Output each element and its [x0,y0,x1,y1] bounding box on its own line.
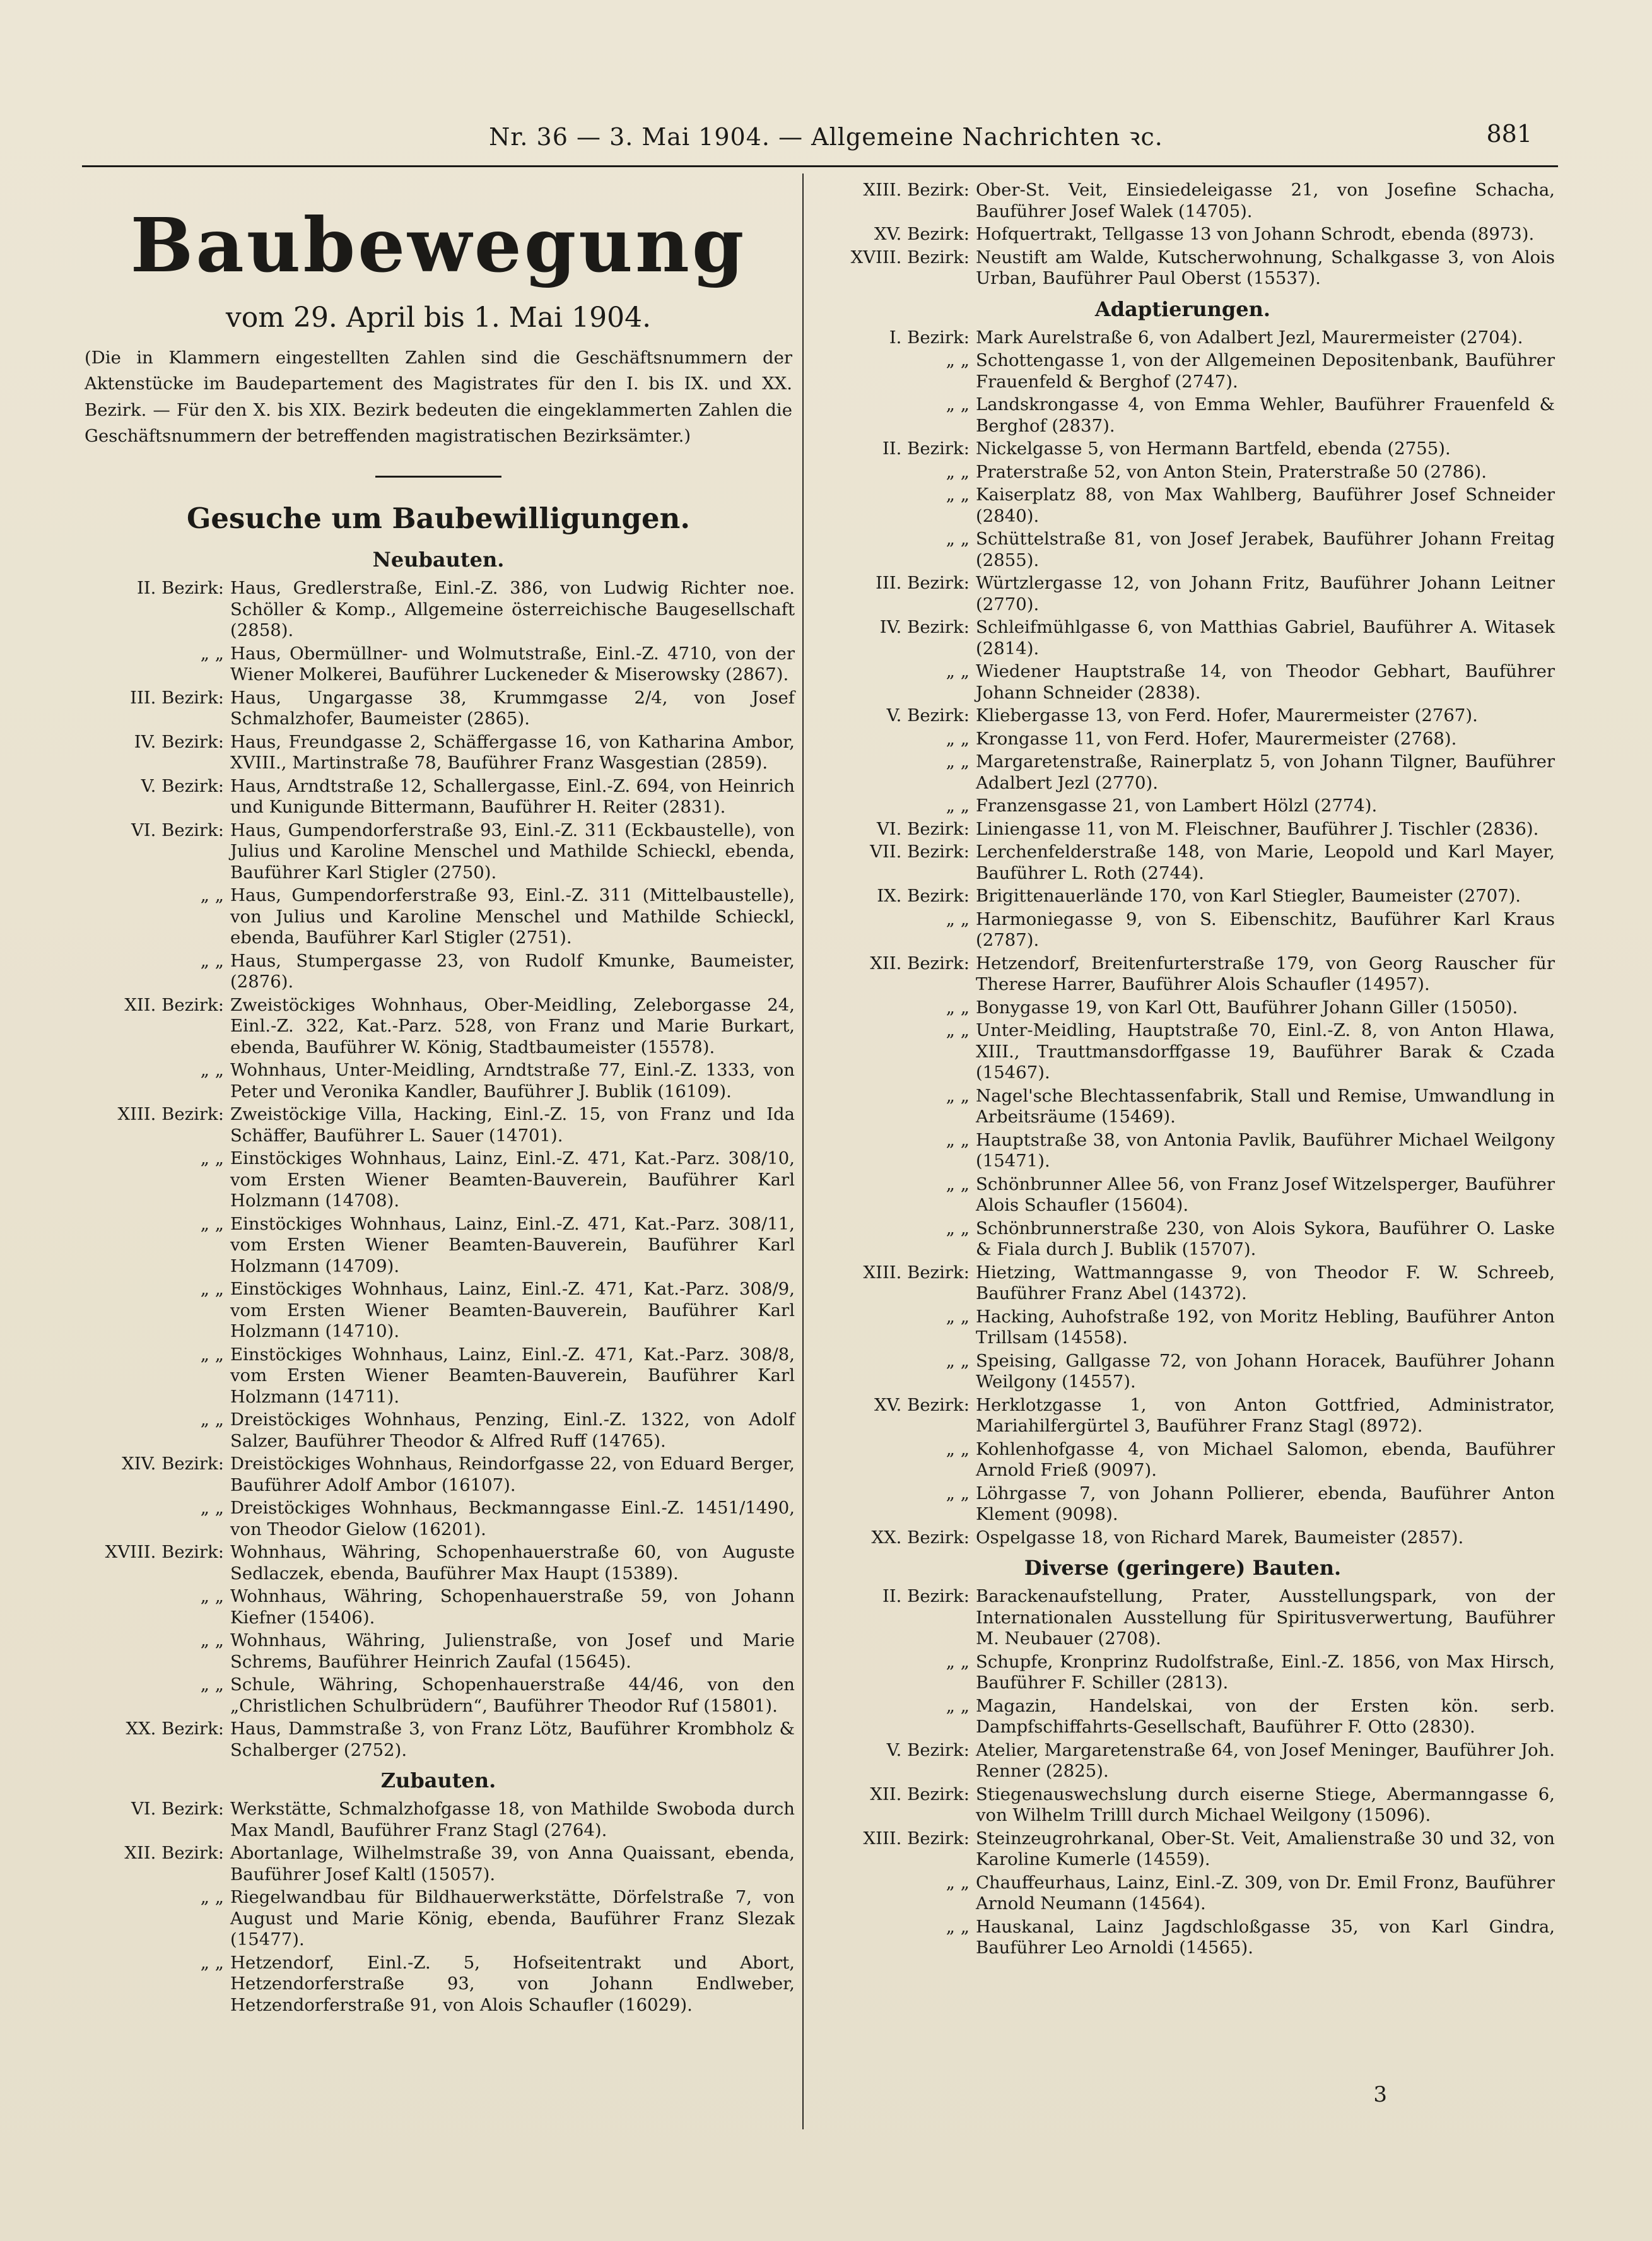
permit-entry [82,885,795,949]
entry-text: Liniengasse 11, von M. Fleischner, Bauführer J. Tischler (2836). [976,818,1539,839]
running-header: Nr. 36 — 3. Mai 1904. — Allgemeine Nachrichten ꝛc. [489,123,1163,151]
permit-entry [811,1307,1555,1349]
permit-entry [82,1586,795,1628]
district-label: „ „ [946,1020,970,1040]
entry-text: Franzensgasse 21, von Lambert Hölzl (2774). [976,796,1378,816]
permit-entry [811,1439,1555,1481]
left-column [82,180,795,2018]
entry-text: Wohnhaus, Unter-Meidling, Arndtstraße 77, Einl.-Z. 1333, von Peter und Veronika Kandler, Bauführer J. Bublik (16109). [230,1060,795,1102]
permit-entry [811,485,1555,527]
district-label: „ „ [200,885,224,905]
entry-text: Kohlenhofgasse 4, von Michael Salomon, ebenda, Bauführer Arnold Frieß (9097). [976,1438,1555,1480]
permit-entry [811,1086,1555,1128]
entry-text: Haus, Arndtstraße 12, Schallergasse, Einl.-Z. 694, von Heinrich und Kunigunde Bittermann, Bauführer H. Reiter (2831). [230,775,795,817]
district-label: „ „ [946,728,970,749]
entry-text: Hauptstraße 38, von Antonia Pavlik, Bauführer Michael Weilgony (15471). [976,1129,1555,1171]
entry-text: Unter-Meidling, Hauptstraße 70, Einl.-Z. 8, von Anton Hlawa, XIII., Trauttmansdorffgasse 19, Bauführer Barak & Czada (15467). [976,1020,1555,1083]
district-label: „ „ [946,1306,970,1327]
subsection-heading: Adaptierungen. [1094,297,1271,321]
entry-text: Werkstätte, Schmalzhofgasse 18, von Mathilde Swoboda durch Max Mandl, Bauführer Franz Stagl (2764). [230,1799,795,1840]
entry-text: Bonygasse 19, von Karl Ott, Bauführer Johann Giller (15050). [976,997,1518,1018]
entry-text: Ospelgasse 18, von Richard Marek, Baumeister (2857). [976,1527,1464,1548]
district-label: „ „ [946,661,970,681]
permit-entry [811,1586,1555,1650]
entry-text: Würtzlergasse 12, von Johann Fritz, Bauführer Johann Leitner (2770). [976,573,1555,615]
district-label: „ „ [946,1695,970,1716]
entry-text: Wiedener Hauptstraße 14, von Theodor Gebhart, Bauführer Johann Schneider (2838). [976,661,1555,703]
district-label: „ „ [946,1218,970,1238]
entry-text: Neustift am Walde, Kutscherwohnung, Schalkgasse 3, von Alois Urban, Bauführer Paul Oberst (15537). [976,247,1555,288]
entry-text: Einstöckiges Wohnhaus, Lainz, Einl.-Z. 471, Kat.-Parz. 308/8, vom Ersten Wiener Beamten-Bauverein, Bauführer Karl Holzmann (14711). [230,1344,795,1407]
district-label: XII. Bezirk: [870,953,970,973]
entry-text: Haus, Obermüllner- und Wolmutstraße, Einl.-Z. 4710, von der Wiener Molkerei, Bauführer Luckeneder & Miserowsky (2867). [230,643,795,685]
district-label: „ „ [200,1060,224,1080]
permit-entry [811,661,1555,703]
permit-entry [811,529,1555,571]
entry-text: Stiegenauswechslung durch eiserne Stiege, Abermanngasse 6, von Wilhelm Trilll durch Michael Weilgony (15096). [976,1784,1555,1825]
district-label: I. Bezirk: [889,327,970,348]
entry-text: Einstöckiges Wohnhaus, Lainz, Einl.-Z. 471, Kat.-Parz. 308/11, vom Ersten Wiener Beamten-Bauverein, Bauführer Karl Holzmann (14709). [230,1213,795,1276]
district-label: XII. Bezirk: [124,994,224,1015]
entry-text: Abortanlage, Wilhelmstraße 39, von Anna Quaissant, ebenda, Bauführer Josef Kaltl (15057). [230,1843,795,1885]
entry-text: Lerchenfelderstraße 148, von Marie, Leopold und Karl Mayer, Bauführer L. Roth (2744). [976,842,1555,883]
entry-text: Haus, Ungargasse 38, Krummgasse 2/4, von Josef Schmalzhofer, Baumeister (2865). [230,687,795,729]
entry-text: Haus, Gredlerstraße, Einl.-Z. 386, von Ludwig Richter noe. Schöller & Komp., Allgemeine österreichische Baugesellschaft (2858). [230,578,795,640]
permit-entry [811,1696,1555,1738]
permit-entry [811,462,1555,483]
permit-entry [811,573,1555,615]
page-number: 881 [1486,120,1532,148]
entry-text: Schupfe, Kronprinz Rudolfstraße, Einl.-Z. 1856, von Max Hirsch, Bauführer F. Schiller (2813). [976,1651,1555,1693]
permit-entry [811,997,1555,1019]
district-label: „ „ [200,1498,224,1518]
district-label: III. Bezirk: [130,687,224,708]
permit-entry [811,909,1555,951]
permit-entry [82,776,795,818]
permit-entry [811,1828,1555,1871]
district-label: „ „ [946,1173,970,1194]
permit-entry [82,1060,795,1102]
entry-text: Schottengasse 1, von der Allgemeinen Depositenbank, Bauführer Frauenfeld & Berghof (2747). [976,350,1555,392]
permit-entry [811,1652,1555,1694]
permit-entry [82,1953,795,2016]
entry-text: Wohnhaus, Währing, Schopenhauerstraße 59, von Johann Kiefner (15406). [230,1586,795,1628]
district-label: VI. Bezirk: [876,818,970,839]
entry-text: Einstöckiges Wohnhaus, Lainz, Einl.-Z. 471, Kat.-Parz. 308/9, vom Ersten Wiener Beamten-Bauverein, Bauführer Karl Holzmann (14710). [230,1279,795,1341]
entry-text: Riegelwandbau für Bildhauerwerkstätte, Dörfelstraße 7, von August und Marie König, ebenda, Bauführer Franz Slezak (15477). [230,1887,795,1950]
permit-entry [811,180,1555,222]
permit-entry [811,1917,1555,1959]
permit-entry [811,1740,1555,1782]
permit-entry [82,1843,795,1885]
district-label: VI. Bezirk: [131,820,224,840]
entry-text: Hietzing, Wattmanngasse 9, von Theodor F. W. Schreeb, Bauführer Franz Abel (14372). [976,1262,1555,1303]
entry-text: Kaiserplatz 88, von Max Wahlberg, Bauführer Josef Schneider (2840). [976,485,1555,526]
section-rule [375,476,501,478]
district-label: „ „ [200,643,224,664]
district-label: „ „ [200,1674,224,1695]
entry-text: Wohnhaus, Währing, Schopenhauerstraße 60, von Auguste Sedlaczek, ebenda, Bauführer Max Haupt (15389). [230,1542,795,1584]
district-label: II. Bezirk: [882,1586,970,1606]
permit-entry [811,224,1555,245]
district-label: II. Bezirk: [136,578,224,598]
entry-text: Brigittenauerlände 170, von Karl Stiegler, Baumeister (2707). [976,886,1521,906]
entry-text: Ober-St. Veit, Einsiedeleigasse 21, von Josefine Schacha, Bauführer Josef Walek (14705). [976,180,1555,221]
permit-entry [82,820,795,884]
district-label: IV. Bezirk: [134,731,224,752]
entry-text: Praterstraße 52, von Anton Stein, Praterstraße 50 (2786). [976,461,1487,482]
entry-text: Margaretenstraße, Rainerplatz 5, von Johann Tilgner, Bauführer Adalbert Jezl (2770). [976,751,1555,793]
permit-entry [811,1483,1555,1526]
permit-entry [811,819,1555,840]
permit-entry [82,1344,795,1408]
district-label: „ „ [200,1630,224,1650]
entry-text: Löhrgasse 7, von Johann Pollierer, ebenda, Bauführer Anton Klement (9098). [976,1483,1555,1524]
permit-entry [811,350,1555,392]
date-line: vom 29. April bis 1. Mai 1904. [225,302,652,334]
permit-entry [811,327,1555,349]
district-label: VII. Bezirk: [870,842,970,862]
district-label: XIII. Bezirk: [117,1104,224,1124]
permit-entry [811,1351,1555,1393]
district-label: XX. Bezirk: [871,1527,970,1548]
entry-text: Zweistöckiges Wohnhaus, Ober-Meidling, Zeleborgasse 24, Einl.-Z. 322, Kat.-Parz. 528, von Franz und Marie Burkart, ebenda, Bauführer W. König, Stadtbaumeister (15578). [230,994,795,1057]
district-label: IX. Bezirk: [877,886,970,906]
district-label: „ „ [946,1085,970,1106]
permit-entry [82,1630,795,1673]
permit-entry [811,617,1555,659]
entry-text: Hetzendorf, Breitenfurterstraße 179, von Georg Rauscher für Therese Harrer, Bauführer Alois Schaufler (14957). [976,953,1555,994]
permit-entry [811,1130,1555,1172]
permit-entry [811,1527,1555,1549]
district-label: V. Bezirk: [886,705,970,726]
permit-entry [811,1395,1555,1437]
entry-text: Mark Aurelstraße 6, von Adalbert Jezl, Maurermeister (2704). [976,327,1523,348]
permit-entry [82,1104,795,1146]
subsection-heading: Diverse (geringere) Bauten. [1024,1556,1342,1580]
permit-entry [811,705,1555,727]
section-heading: Gesuche um Baubewilligungen. [186,502,691,535]
district-label: „ „ [946,394,970,415]
district-label: XX. Bezirk: [126,1719,224,1739]
district-label: „ „ [200,1887,224,1907]
entry-text: Haus, Gumpendorferstraße 93, Einl.-Z. 311 (Eckbaustelle), von Julius und Karoline Menschel und Mathilde Schieckl, ebenda, Bauführer Karl Stigler (2750). [230,820,795,883]
entry-text: Speising, Gallgasse 72, von Johann Horacek, Bauführer Johann Weilgony (14557). [976,1350,1555,1392]
column-divider [802,174,804,2129]
district-label: XII. Bezirk: [124,1843,224,1863]
entry-text: Atelier, Margaretenstraße 64, von Josef Meninger, Bauführer Joh. Renner (2825). [976,1739,1555,1781]
district-label: „ „ [946,350,970,370]
entry-text: Schönbrunnerstraße 230, von Alois Sykora, Bauführer O. Laske & Fiala durch J. Bublik (15707). [976,1218,1555,1259]
permit-entry [811,729,1555,750]
entry-text: Dreistöckiges Wohnhaus, Reindorfgasse 22, von Eduard Berger, Bauführer Adolf Ambor (16107). [230,1454,795,1495]
entry-text: Krongasse 11, von Ferd. Hofer, Maurermeister (2768). [976,728,1457,749]
district-label: „ „ [200,1586,224,1606]
subsection-heading: Zubauten. [380,1768,496,1792]
permit-entry [811,842,1555,884]
header-rule [82,165,1558,167]
district-label: „ „ [946,1350,970,1371]
permit-entry [811,1218,1555,1261]
entry-text: Schleifmühlgasse 6, von Matthias Gabriel, Bauführer A. Witasek (2814). [976,617,1555,659]
permit-entry [811,953,1555,996]
district-label: XIII. Bezirk: [863,1828,970,1849]
district-label: „ „ [946,1129,970,1150]
district-label: „ „ [946,529,970,549]
permit-entry [82,644,795,686]
district-label: „ „ [946,997,970,1018]
district-label: XII. Bezirk: [870,1784,970,1804]
district-label: „ „ [946,461,970,482]
editorial-note: (Die in Klammern eingestellten Zahlen sind die Geschäftsnummern der Aktenstücke im Baudepartement des Magistrates für den I. bis IX. und XX. Bezirk. — Für den X. bis XIX. Bezirk bedeuten die eingeklammerten Zahlen die Geschäftsnummern der betreffenden magistratischen Bezirksämter.) [85,348,792,446]
district-label: „ „ [946,751,970,772]
permit-entry [82,1279,795,1343]
subsection-heading: Neubauten. [372,548,505,572]
district-label: „ „ [200,1344,224,1365]
permit-entry [82,1799,795,1841]
district-label: „ „ [946,1916,970,1937]
entry-text: Herklotzgasse 1, von Anton Gottfried, Administrator, Mariahilfergürtel 3, Bauführer Franz Stagl (8972). [976,1394,1555,1436]
entry-text: Harmoniegasse 9, von S. Eibenschitz, Bauführer Karl Kraus (2787). [976,909,1555,950]
permit-entry [811,751,1555,794]
permit-entry [811,247,1555,290]
entry-text: Haus, Dammstraße 3, von Franz Lötz, Bauführer Krombholz & Schalberger (2752). [230,1719,795,1760]
entry-text: Nagel'sche Blechtassenfabrik, Stall und Remise, Umwandlung in Arbeitsräume (15469). [976,1085,1555,1127]
permit-entry [82,1409,795,1452]
permit-entry [811,1784,1555,1826]
entry-text: Haus, Gumpendorferstraße 93, Einl.-Z. 311 (Mittelbaustelle), von Julius und Karoline Menschel und Mathilde Schieckl, ebenda, Bauführer Karl Stigler (2751). [230,885,795,948]
permit-entry [82,1148,795,1212]
permit-entry [811,394,1555,437]
district-label: IV. Bezirk: [879,617,970,637]
entry-text: Hauskanal, Lainz Jagdschloßgasse 35, von Karl Gindra, Bauführer Leo Arnoldi (14565). [976,1916,1555,1958]
district-label: XIII. Bezirk: [863,180,970,200]
district-label: XVIII. Bezirk: [850,247,970,268]
entry-text: Dreistöckiges Wohnhaus, Penzing, Einl.-Z. 1322, von Adolf Salzer, Bauführer Theodor & Alfred Ruff (14765). [230,1409,795,1451]
district-label: XIV. Bezirk: [122,1454,224,1474]
permit-entry [82,1454,795,1496]
permit-entry [82,1498,795,1540]
entry-text: Landskrongasse 4, von Emma Wehler, Bauführer Frauenfeld & Berghof (2837). [976,394,1555,436]
permit-entry [82,1719,795,1761]
permit-entry [811,1262,1555,1305]
entry-text: Schüttelstraße 81, von Josef Jerabek, Bauführer Johann Freitag (2855). [976,529,1555,570]
permit-entry [811,886,1555,907]
district-label: „ „ [200,1409,224,1430]
permit-entry [811,796,1555,817]
entry-text: Schule, Währing, Schopenhauerstraße 44/46, von den „Christlichen Schulbrüdern“, Bauführer Theodor Ruf (15801). [230,1674,795,1716]
permit-entry [811,1873,1555,1915]
district-label: „ „ [946,909,970,929]
district-label: V. Bezirk: [886,1739,970,1760]
entry-text: Barackenaufstellung, Prater, Ausstellungspark, von der Internationalen Ausstellung für Spiritusverwertung, Bauführer M. Neubauer (2708). [976,1586,1555,1649]
entry-text: Hofquertrakt, Tellgasse 13 von Johann Schrodt, ebenda (8973). [976,224,1535,244]
entry-text: Einstöckiges Wohnhaus, Lainz, Einl.-Z. 471, Kat.-Parz. 308/10, vom Ersten Wiener Beamten-Bauverein, Bauführer Karl Holzmann (14708). [230,1148,795,1211]
district-label: XIII. Bezirk: [863,1262,970,1283]
entry-text: Nickelgasse 5, von Hermann Bartfeld, ebenda (2755). [976,438,1451,459]
permit-entry [82,1674,795,1717]
district-label: XV. Bezirk: [874,1394,970,1415]
entry-text: Haus, Stumpergasse 23, von Rudolf Kmunke, Baumeister, (2876). [230,950,795,992]
district-label: „ „ [200,1213,224,1234]
permit-entry [82,1542,795,1584]
entry-text: Steinzeugrohrkanal, Ober-St. Veit, Amalienstraße 30 und 32, von Karoline Kumerle (14559). [976,1828,1555,1869]
permit-entry [82,995,795,1059]
district-label: „ „ [946,1651,970,1672]
permit-entry [82,951,795,993]
permit-entry [811,438,1555,460]
entry-text: Schönbrunner Allee 56, von Franz Josef Witzelsperger, Bauführer Alois Schaufler (15604). [976,1173,1555,1215]
permit-entry [82,1887,795,1951]
entry-text: Haus, Freundgasse 2, Schäffergasse 16, von Katharina Ambor, XVIII., Martinstraße 78, Bauführer Franz Wasgestian (2859). [230,731,795,773]
district-label: „ „ [200,1148,224,1168]
district-label: „ „ [946,1438,970,1459]
entry-text: Kliebergasse 13, von Ferd. Hofer, Maurermeister (2767). [976,705,1478,726]
district-label: II. Bezirk: [882,438,970,459]
district-label: „ „ [200,1279,224,1299]
district-label: XV. Bezirk: [874,224,970,244]
permit-entry [82,732,795,774]
entry-text: Chauffeurhaus, Lainz, Einl.-Z. 309, von Dr. Emil Fronz, Bauführer Arnold Neumann (14564). [976,1872,1555,1914]
district-label: „ „ [200,1952,224,1973]
right-column [811,180,1555,1961]
entry-text: Magazin, Handelskai, von der Ersten kön. serb. Dampfschiffahrts-Gesellschaft, Bauführer F. Otto (2830). [976,1695,1555,1737]
district-label: „ „ [946,1483,970,1503]
entry-text: Hetzendorf, Einl.-Z. 5, Hofseitentrakt und Abort, Hetzendorferstraße 93, von Johann Endlweber, Hetzendorferstraße 91, von Alois Schaufler (16029). [230,1952,795,2015]
permit-entry [811,1174,1555,1216]
permit-entry [811,1020,1555,1084]
district-label: „ „ [200,950,224,971]
district-label: „ „ [946,485,970,505]
permit-entry [82,578,795,642]
permit-entry [82,688,795,730]
permit-entry [82,1214,795,1278]
district-label: V. Bezirk: [141,775,224,796]
district-label: „ „ [946,1872,970,1893]
entry-text: Dreistöckiges Wohnhaus, Beckmanngasse Einl.-Z. 1451/1490, von Theodor Gielow (16201). [230,1498,795,1539]
signature-mark: 3 [1373,2082,1387,2107]
entry-text: Wohnhaus, Währing, Julienstraße, von Josef und Marie Schrems, Bauführer Heinrich Zaufal (15645). [230,1630,795,1672]
district-label: III. Bezirk: [876,573,970,593]
district-label: XVIII. Bezirk: [105,1542,224,1562]
entry-text: Zweistöckige Villa, Hacking, Einl.-Z. 15, von Franz und Ida Schäffer, Bauführer L. Sauer (14701). [230,1104,795,1146]
page-title: Baubewegung [130,201,747,289]
district-label: „ „ [946,796,970,816]
entry-text: Hacking, Auhofstraße 192, von Moritz Hebling, Bauführer Anton Trillsam (14558). [976,1306,1555,1348]
district-label: VI. Bezirk: [131,1799,224,1819]
